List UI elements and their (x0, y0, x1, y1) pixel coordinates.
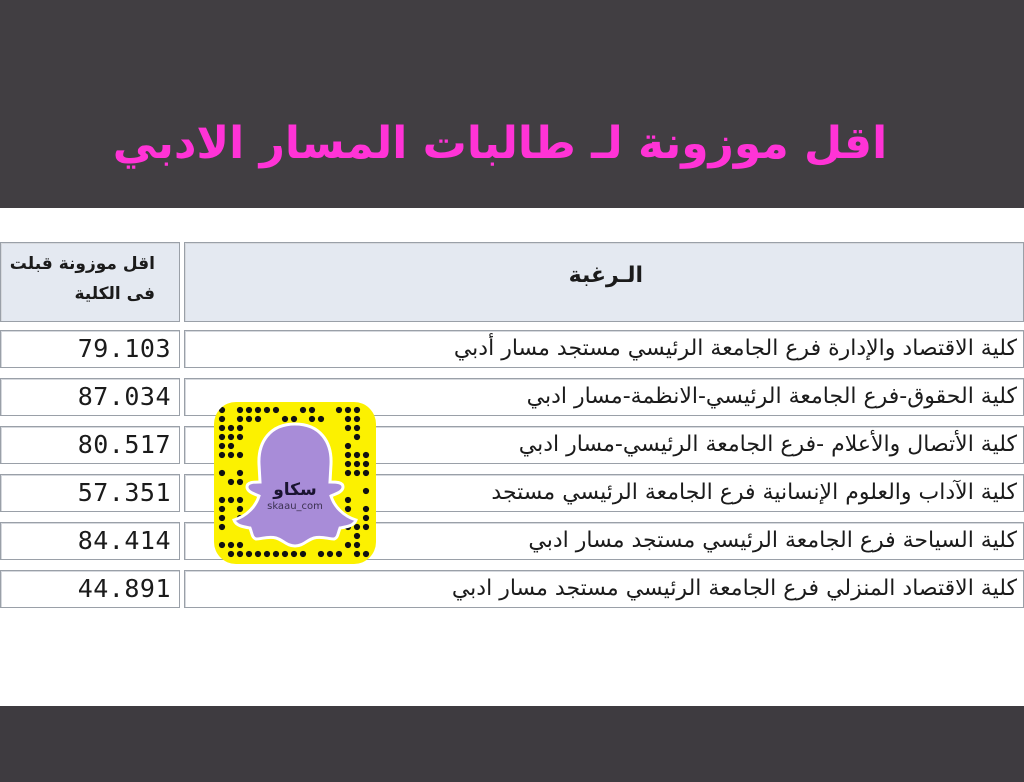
min-score-value: 87.034 (77, 382, 171, 411)
column-header-min-score (0, 242, 180, 322)
min-score-value: 57.351 (77, 478, 171, 507)
column-header-wish (184, 242, 1024, 322)
snapcode (214, 402, 376, 564)
table-sheet (0, 208, 1024, 706)
top-band (0, 0, 1024, 208)
table-row-value (0, 330, 180, 368)
column-header-wish-label: الـرغبة (568, 263, 643, 288)
snapcode-handle: skaau_com (267, 501, 323, 512)
bottom-band (0, 706, 1024, 782)
college-name: كلية السياحة فرع الجامعة الرئيسي مستجد مسار ادبي (528, 528, 1017, 553)
college-name: كلية الآداب والعلوم الإنسانية فرع الجامعة الرئيسي مستجد (491, 480, 1017, 505)
college-name: كلية الحقوق-فرع الجامعة الرئيسي-الانظمة-مسار ادبي (526, 384, 1017, 409)
table-row-label (184, 570, 1024, 608)
min-score-value: 79.103 (77, 334, 171, 363)
college-name: كلية الاقتصاد المنزلي فرع الجامعة الرئيسي مستجد مسار ادبي (451, 576, 1017, 601)
college-name: كلية الأتصال والأعلام -فرع الجامعة الرئيسي-مسار ادبي (518, 432, 1017, 457)
column-header-min-score-label: اقل موزونة قبلت فى الكلية (9, 254, 155, 304)
table-row-label (184, 330, 1024, 368)
table-row-value (0, 570, 180, 608)
table-row-value (0, 426, 180, 464)
min-score-value: 44.891 (77, 574, 171, 603)
snapcode-name: سكاو (273, 480, 317, 500)
page-title: اقل موزونة لـ طالبات المسار الادبي (112, 118, 888, 169)
min-score-value: 80.517 (77, 430, 171, 459)
min-score-value: 84.414 (77, 526, 171, 555)
table-row-value (0, 522, 180, 560)
college-name: كلية الاقتصاد والإدارة فرع الجامعة الرئيسي مستجد مسار أدبي (453, 336, 1017, 361)
table-row-value (0, 378, 180, 416)
table-row-value (0, 474, 180, 512)
